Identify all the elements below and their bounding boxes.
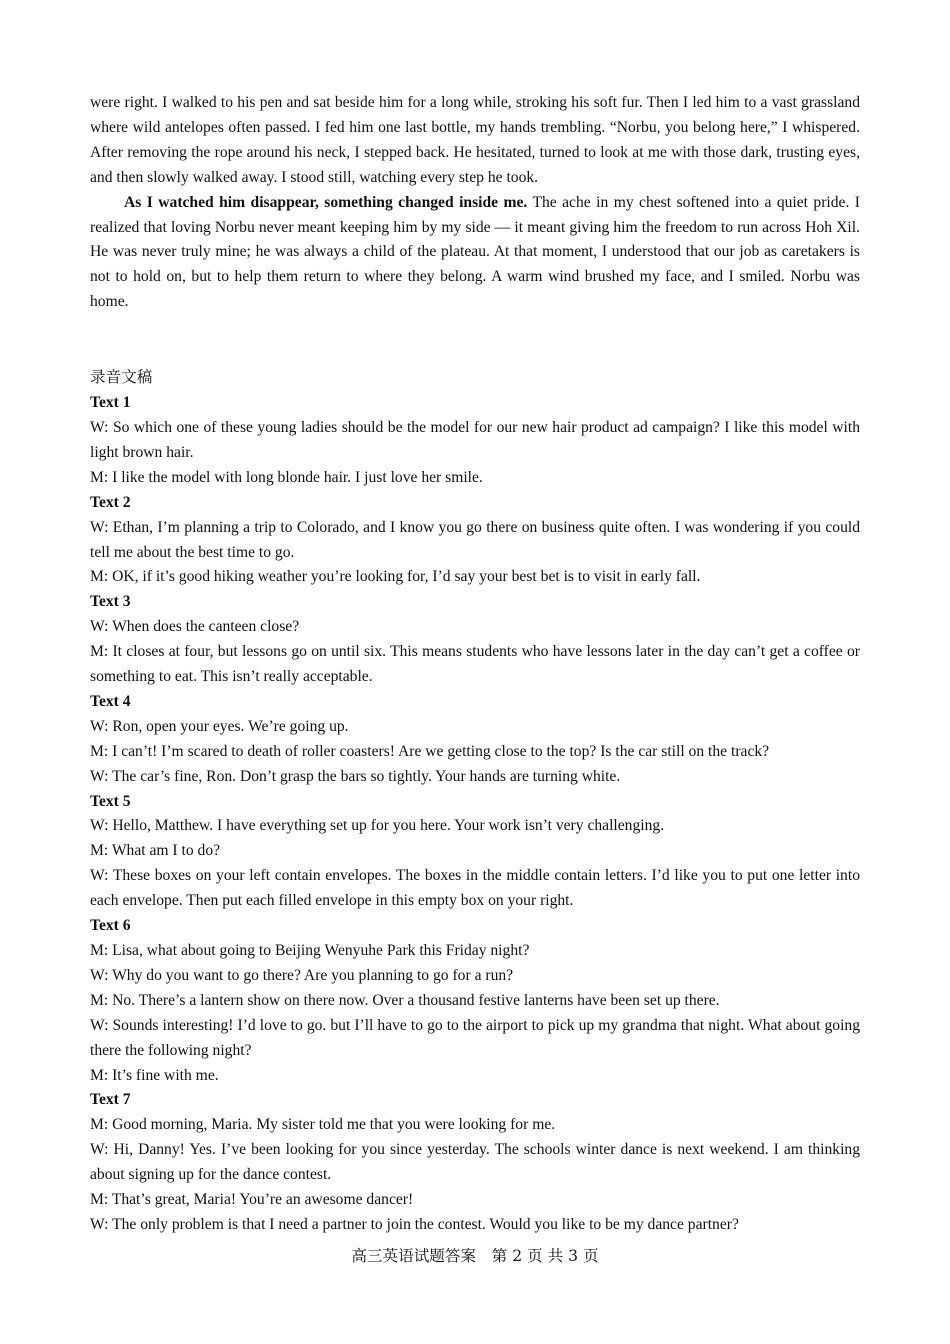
dialogue-line: M: What am I to do? (90, 842, 221, 860)
dialogue-line: M: OK, if it’s good hiking weather you’re looking for, I’d say your best bet is to visit in early fall. (90, 568, 701, 586)
dialogue-line: W: Ethan, I’m planning a trip to Colorado, and I know you go there on business quite often. I was wondering if you could tell me about the best time to go. (90, 518, 860, 561)
dialogue-line: M: No. There’s a lantern show on there now. Over a thousand festive lanterns have been set up there. (90, 991, 720, 1009)
transcript-text-title: Text 7 (90, 1091, 131, 1109)
transcript-text-title: Text 2 (90, 493, 131, 511)
dialogue-line: M: Good morning, Maria. My sister told me that you were looking for me. (90, 1116, 556, 1134)
page-content (90, 91, 860, 1238)
dialogue-line: W: So which one of these young ladies should be the model for our new hair product ad campaign? I like this model with light brown hair. (90, 418, 860, 461)
dialogue-line: W: The only problem is that I need a partner to join the contest. Would you like to be my dance partner? (90, 1215, 739, 1233)
dialogue-line: M: Lisa, what about going to Beijing Wenyuhe Park this Friday night? (90, 942, 530, 959)
transcript-text-title: Text 5 (90, 792, 131, 810)
transcript-text-title: Text 1 (90, 394, 131, 412)
transcript-list (90, 391, 860, 1238)
page-footer: 高三英语试题答案 第 2 页 共 3 页 (351, 1247, 599, 1265)
dialogue-line: W: Ron, open your eyes. We’re going up. (90, 717, 349, 735)
essay-paragraph-2 (90, 191, 860, 316)
dialogue-line: M: It closes at four, but lessons go on until six. This means students who have lessons later in the day can’t get a coffee or something to eat. This isn’t really acceptable. (90, 643, 860, 686)
dialogue-line: W: Sounds interesting! I’d love to go. but I’ll have to go to the airport to pick up my grandma that night. What about going there the following night? (90, 1016, 860, 1059)
essay-paragraph-2-body: The ache in my chest softened into a quiet pride. I realized that loving Norbu never meant keeping him by my side — it meant giving him the freedom to run across Hoh Xil. He was never truly mine; he was always a child of the plateau. At that moment, I understood that our job as caretakers is not to hold on, but to help them return to where they belong. A warm wind brushed my face, and I smiled. Norbu was home. (90, 193, 860, 311)
dialogue-line: M: That’s great, Maria! You’re an awesome dancer! (90, 1191, 414, 1209)
dialogue-line: W: Hi, Danny! Yes. I’ve been looking for you since yesterday. The schools winter dance is next weekend. I am thinking about signing up for the dance contest. (90, 1141, 860, 1184)
essay-paragraph-1: were right. I walked to his pen and sat beside him for a long while, stroking his soft fur. Then I led him to a vast grassland where wild antelopes often passed. I fed him one last bottle, my hands trembling. “Norbu, you belong here,” I whispered. After removing the rope around his neck, I stepped back. He hesitated, turned to look at me with those dark, trusting eyes, and then slowly walked away. I stood still, watching every step he took. (90, 94, 860, 186)
transcript-text-title: Text 6 (90, 917, 131, 935)
dialogue-line: W: Hello, Matthew. I have everything set up for you here. Your work isn’t very challenging. (90, 817, 665, 835)
essay-bold-opening: As I watched him disappear, something changed inside me. (124, 193, 528, 211)
dialogue-line: M: I can’t! I’m scared to death of roller coasters! Are we getting close to the top? Is the car still on the track? (90, 742, 770, 760)
dialogue-line: M: I like the model with long blonde hair. I just love her smile. (90, 468, 483, 486)
dialogue-line: W: The car’s fine, Ron. Don’t grasp the bars so tightly. Your hands are turning white. (90, 767, 621, 785)
transcript-text-title: Text 3 (90, 593, 131, 611)
dialogue-line: W: When does the canteen close? (90, 618, 300, 636)
dialogue-line: W: These boxes on your left contain envelopes. The boxes in the middle contain letters. I’d like you to put one letter into each envelope. Then put each filled envelope in this empty box on your right. (90, 867, 860, 910)
transcript-text-title: Text 4 (90, 692, 131, 710)
transcript-heading: 录音文稿 (90, 369, 153, 387)
dialogue-line: M: It’s fine with me. (90, 1066, 219, 1084)
dialogue-line: W: Why do you want to go there? Are you planning to go for a run? (90, 966, 514, 984)
